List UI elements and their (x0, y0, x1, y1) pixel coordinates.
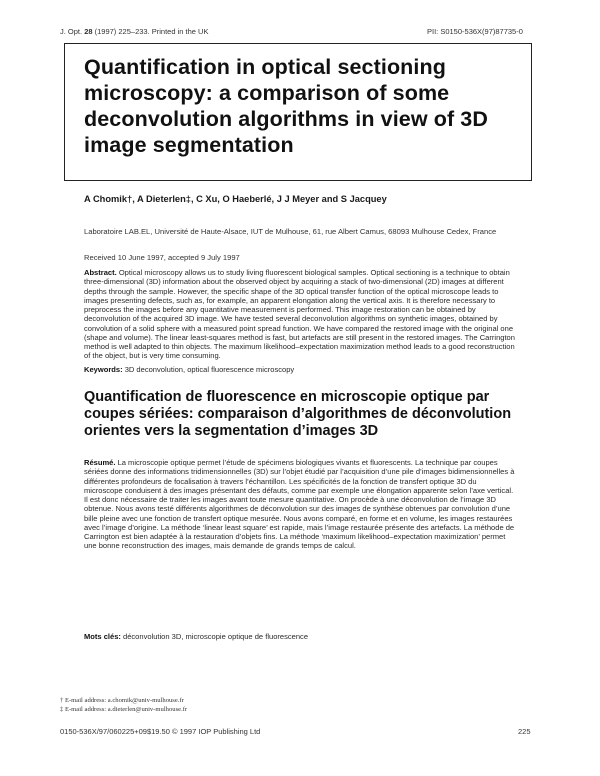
keywords-label: Keywords: (84, 365, 123, 374)
resume-text: La microscopie optique permet l’étude de spécimens biologiques vivants et fluorescents. La technique par coupes sériées donne des informations tridimensionnelles (3D) sur l’objet étudié par l’acquisition d’une pile d’images bidimensionnelles à différentes profondeurs de focalisation à travers l’échantillon. Les spécificités de la fonction de transfert optique 3D du microscope conduisent à des images présentant des défauts, comme par exemple une élongation apparente selon l’axe vertical. Il est donc nécessaire de traiter les images avant toute mesure quantitative. On procède à une déconvolution de l’image 3D obtenue. Nous avons testé différents algorithmes de déconvolution sur des images de synthèse obtenues par convolution d’une bille pleine avec une fonction de transfert optique mesurée. Nous avons comparé, en forme et en volume, les images restaurées avec l’image d’origine. La méthode ‘linear least square’ est rapide, mais l’image restaurée présente des artefacts. La méthode de Carrington est bien adaptée à la restauration d’objets fins. La méthode ‘maximum likelihood–expectation maximization’ permet une bonne reconstruction des images, mais demande de grands temps de calcul. (84, 458, 515, 551)
affiliation: Laboratoire LAB.EL, Université de Haute-Alsace, IUT de Mulhouse, 61, rue Albert Camus, 68093 Mulhouse Cedex, France (84, 227, 497, 236)
resume-label: Résumé. (84, 458, 116, 467)
keywords-line (84, 365, 516, 374)
mots-cles-text: déconvolution 3D, microscopie optique de fluorescence (120, 632, 309, 641)
pii-code: PII: S0150-536X(97)87735-0 (427, 27, 523, 36)
mots-cles-line (84, 632, 516, 641)
abstract-paragraph (84, 268, 516, 361)
received-dates: Received 10 June 1997, accepted 9 July 1997 (84, 253, 240, 262)
journal-citation: J. Opt. 28 (1997) 225–233. Printed in the UK (60, 27, 209, 36)
page-number: 225 (518, 727, 531, 736)
abstract-text: Optical microscopy allows us to study living fluorescent biological samples. Optical sectioning is a technique to obtain three-dimensional (3D) information about the observed object by acquiring a stack of two-dimensional (2D) images at different depths through the sample. However, the specific shape of the 3D optical transfer function of the optical microscope leads to images presenting defects, such as, for example, an apparent elongation along the vertical axis. It is therefore necessary to preprocess the images before any quantitative measurement is performed. This image restoration can be obtained by deconvolution of the acquired 3D image. We have tested several deconvolution algorithms on synthetic images, obtained by convolution of a solid sphere with a measured point spread function. We have compared the restored image with the original one (shape and volume). The linear least-squares method is fast, but artefacts are still present in the restored images. The Carrington method is well adapted to thin objects. The maximum likelihood–expectation maximization method leads to a good reconstruction of the object, but is very time consuming. (84, 268, 515, 361)
paper-title: Quantification in optical sectioning microscopy: a comparison of some deconvolution algorithms in view of 3D image segmentation (84, 55, 488, 157)
mots-cles-label: Mots clés: (84, 632, 121, 641)
copyright-line: 0150-536X/97/060225+09$19.50 © 1997 IOP Publishing Ltd (60, 727, 261, 736)
footnote-email-dieterlen: ‡ E-mail address: a.dieterlen@univ-mulhouse.fr (60, 706, 188, 713)
resume-paragraph (84, 458, 516, 551)
abstract-label: Abstract. (84, 268, 117, 277)
french-title: Quantification de fluorescence en microscopie optique par coupes sériées: comparaison d’algorithmes de déconvolution orientes vers la segmentation d’images 3D (84, 389, 512, 439)
keywords-text: 3D deconvolution, optical fluorescence microscopy (122, 365, 295, 374)
footnote-email-chomik: † E-mail address: a.chomik@univ-mulhouse.fr (60, 697, 184, 704)
author-list: A Chomik†, A Dieterlen‡, C Xu, O Haeberlé, J J Meyer and S Jacquey (84, 194, 387, 204)
